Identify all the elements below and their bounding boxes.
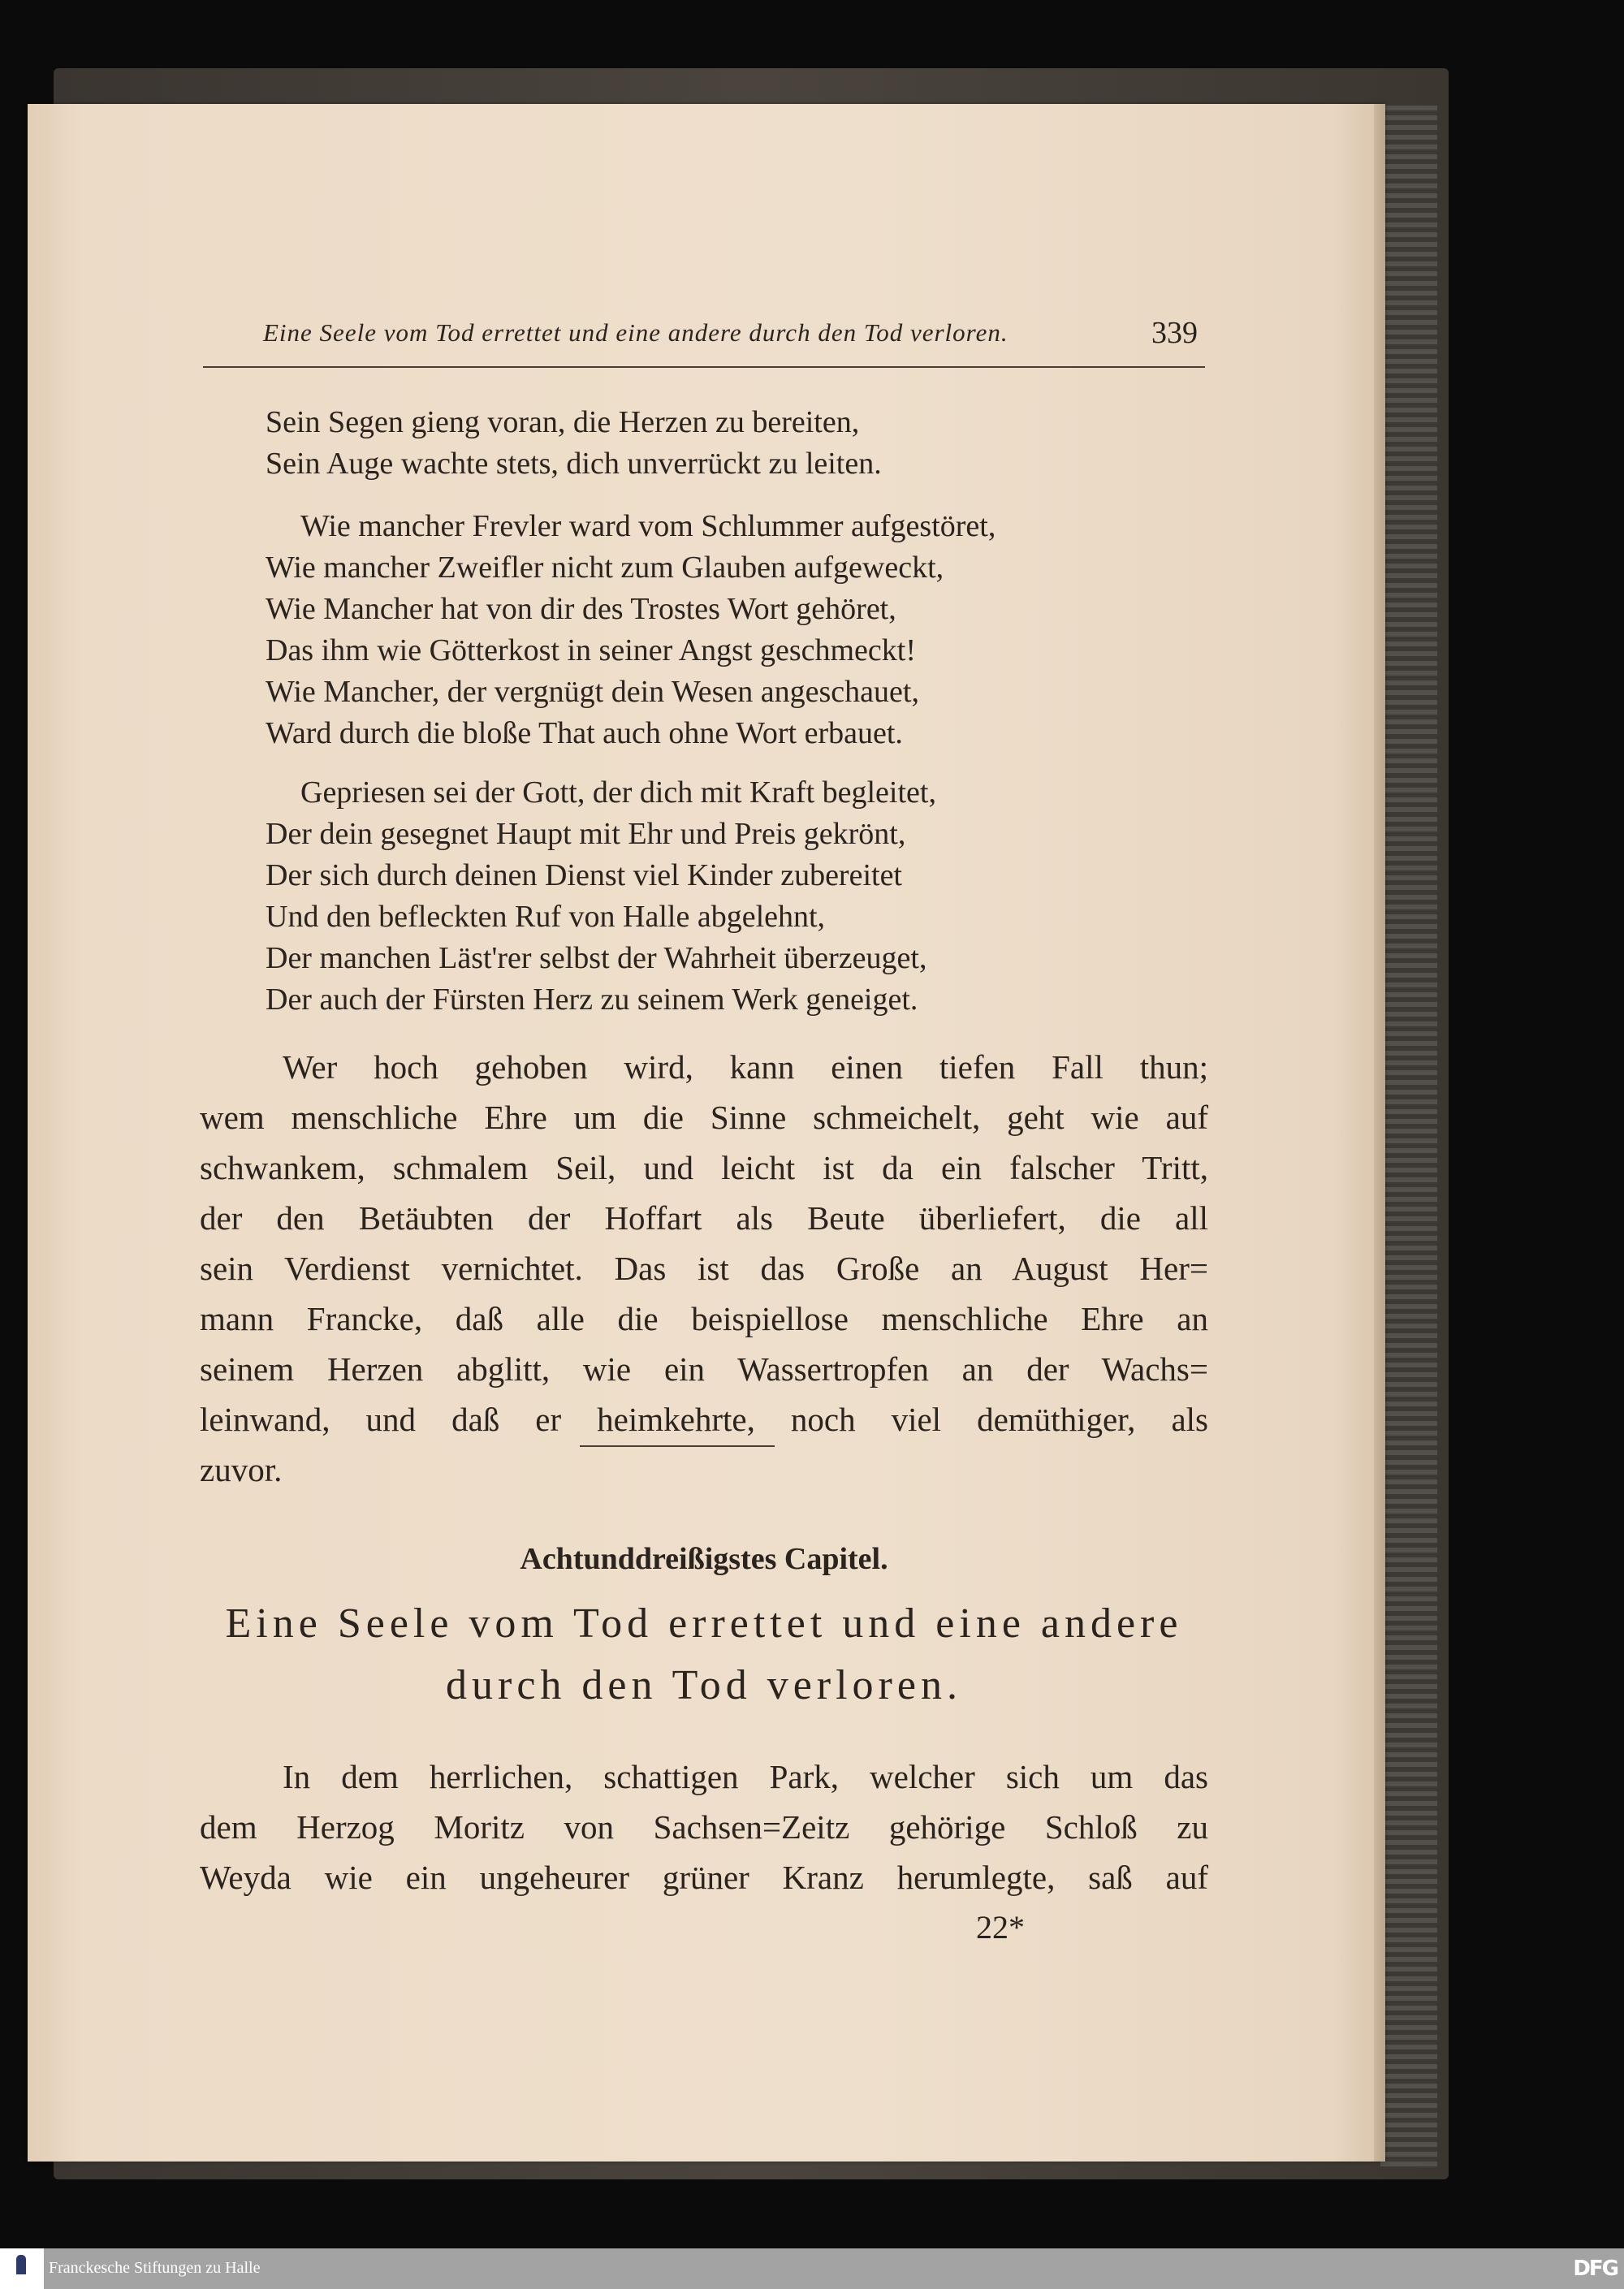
poem-line: Ward durch die bloße That auch ohne Wort erbauet. — [266, 716, 903, 750]
running-head: Eine Seele vom Tod errettet und eine andere durch den Tod verloren. — [263, 318, 1009, 347]
chapter-title-line: Eine Seele vom Tod errettet und eine andere — [225, 1600, 1183, 1647]
poem-line: Der sich durch deinen Dienst viel Kinder zubereitet — [266, 858, 902, 892]
page-gutter — [1374, 104, 1385, 2162]
paragraph-line: wem menschliche Ehre um die Sinne schmeichelt, geht wie auf — [200, 1099, 1208, 1136]
book-page — [28, 104, 1385, 2162]
section-separator — [580, 1445, 775, 1447]
paragraph-line: sein Verdienst vernichtet. Das ist das Große an August Her= — [200, 1250, 1208, 1287]
page-number: 339 — [1151, 316, 1198, 350]
poem-line: Das ihm wie Götterkost in seiner Angst geschmeckt! — [266, 633, 917, 667]
poem-line: Wie Mancher hat von dir des Trostes Wort gehöret, — [266, 592, 896, 626]
institution-logo[interactable] — [0, 2248, 44, 2289]
paragraph-line: zuvor. — [200, 1451, 283, 1488]
institution-name[interactable]: Franckesche Stiftungen zu Halle — [49, 2259, 261, 2277]
paragraph-line: leinwand, und daß er heimkehrte, noch viel demüthiger, als — [200, 1401, 1208, 1438]
paragraph-line: der den Betäubten der Hoffart als Beute überliefert, die all — [200, 1199, 1208, 1237]
footer-bar — [0, 2248, 1624, 2289]
poem-line: Wie Mancher, der vergnügt dein Wesen angeschauet, — [266, 675, 919, 709]
poem-line: Sein Auge wachte stets, dich unverrückt zu leiten. — [266, 447, 882, 481]
poem-line: Gepriesen sei der Gott, der dich mit Kraft begleitet, — [300, 775, 936, 810]
logo-figure-icon — [16, 2255, 26, 2274]
poem-line: Der manchen Läst'rer selbst der Wahrheit überzeuget, — [266, 941, 927, 975]
paragraph-line: In dem herrlichen, schattigen Park, welcher sich um das — [283, 1758, 1208, 1795]
poem-line: Der auch der Fürsten Herz zu seinem Werk geneiget. — [266, 983, 918, 1017]
paragraph-line: dem Herzog Moritz von Sachsen=Zeitz gehörige Schloß zu — [200, 1808, 1208, 1846]
paragraph-line: schwankem, schmalem Seil, und leicht ist da ein falscher Tritt, — [200, 1149, 1208, 1186]
signature-mark: 22* — [976, 1909, 1025, 1946]
poem-line: Und den befleckten Ruf von Halle abgelehnt, — [266, 900, 826, 934]
chapter-title-line: durch den Tod verloren. — [446, 1662, 962, 1708]
poem-line: Der dein gesegnet Haupt mit Ehr und Preis gekrönt, — [266, 817, 906, 851]
chapter-label: Achtunddreißigstes Capitel. — [520, 1542, 888, 1576]
poem-line: Wie mancher Zweifler nicht zum Glauben aufgeweckt, — [266, 551, 944, 585]
paragraph-line: seinem Herzen abglitt, wie ein Wassertropfen an der Wachs= — [200, 1350, 1208, 1388]
dfg-logo[interactable]: DFG — [1573, 2257, 1618, 2281]
poem-line: Wie mancher Frevler ward vom Schlummer aufgestöret, — [300, 509, 996, 543]
book-cover-edge — [1380, 106, 1437, 2168]
paragraph-line: Wer hoch gehoben wird, kann einen tiefen Fall thun; — [283, 1048, 1208, 1086]
poem-line: Sein Segen gieng voran, die Herzen zu bereiten, — [266, 405, 860, 439]
header-rule — [203, 366, 1205, 368]
paragraph-line: mann Francke, daß alle die beispiellose menschliche Ehre an — [200, 1300, 1208, 1337]
paragraph-line: Weyda wie ein ungeheurer grüner Kranz herumlegte, saß auf — [200, 1859, 1208, 1896]
